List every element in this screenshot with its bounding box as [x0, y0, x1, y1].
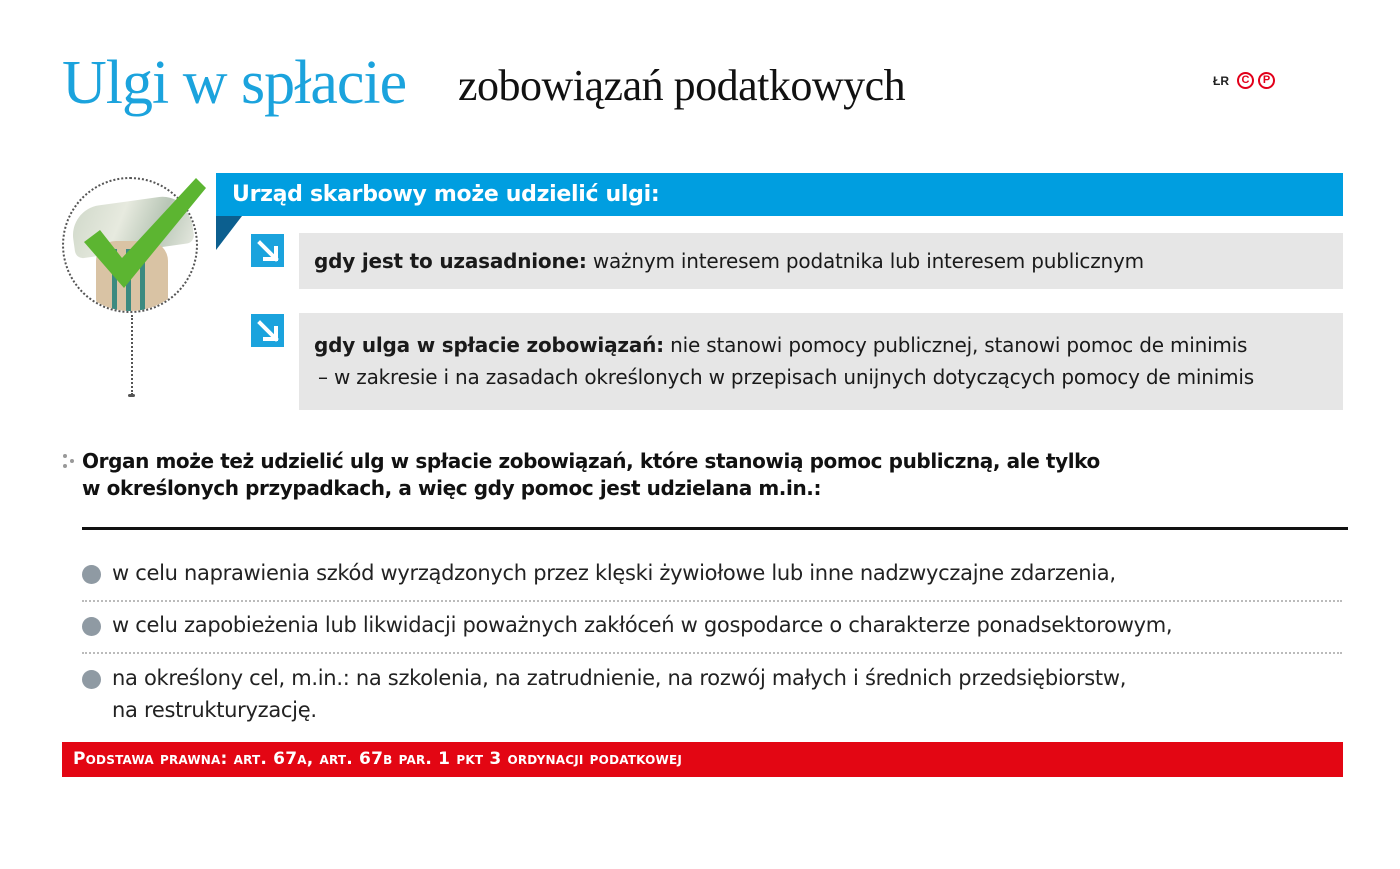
list-item: [82, 609, 1342, 641]
copyright-p-icon: P: [1258, 72, 1275, 89]
list-item: [82, 557, 1342, 589]
checkmark-icon: [78, 176, 208, 296]
page-title-rest: zobowiązań podatkowych: [458, 61, 906, 110]
page-title-highlight: Ulgi w spłacie: [62, 49, 407, 117]
author-credit: [1213, 72, 1275, 89]
connector-end: [128, 394, 135, 397]
organ-intro-line: w określonych przypadkach, a więc gdy pomoc jest udzielana m.in.:: [82, 476, 822, 500]
bullet-icon: [82, 565, 101, 584]
condition-text-continued: – w zakresie i na zasadach określonych w przepisach unijnych dotyczących pomocy de minimis: [318, 365, 1254, 389]
arrow-down-right-icon: [251, 234, 284, 267]
copyright-c-icon: C: [1237, 72, 1254, 89]
legal-basis-bar: Podstawa prawna: art. 67a, art. 67b par. 1 pkt 3 ordynacji podatkowej: [62, 742, 1343, 777]
office-section-heading: Urząd skarbowy może udzielić ulgi:: [216, 173, 1343, 216]
list-item-text: w celu naprawienia szkód wyrządzonych przez klęski żywiołowe lub inne nadzwyczajne zdarzenia,: [112, 561, 1116, 585]
list-item-text: w celu zapobieżenia lub likwidacji poważnych zakłóceń w gospodarce o charakterze ponadsektorowym,: [112, 613, 1173, 637]
organ-section-intro: [82, 448, 1282, 502]
author-initials: ŁR: [1213, 73, 1229, 88]
condition-text: nie stanowi pomocy publicznej, stanowi pomoc de minimis: [663, 333, 1248, 357]
office-condition-item: [299, 233, 1343, 289]
condition-text: ważnym interesem podatnika lub interesem publicznym: [586, 249, 1144, 273]
list-item: [82, 662, 1342, 726]
arrow-down-right-icon: [251, 314, 284, 347]
ribbon-fold: [216, 216, 242, 250]
section-divider: [82, 527, 1348, 530]
list-item-text-continued: na restrukturyzację.: [112, 698, 317, 722]
list-item-text: na określony cel, m.in.: na szkolenia, na zatrudnienie, na rozwój małych i średnich przedsiębiorstw,: [112, 666, 1127, 690]
office-condition-item: [299, 313, 1343, 410]
bullet-icon: [82, 670, 101, 689]
dotted-separator: [82, 652, 1342, 654]
condition-label: gdy jest to uzasadnione:: [314, 249, 587, 273]
organ-intro-line: Organ może też udzielić ulg w spłacie zobowiązań, które stanowią pomoc publiczną, ale tylko: [82, 449, 1100, 473]
condition-label: gdy ulga w spłacie zobowiązań:: [314, 333, 664, 357]
bullet-icon: [82, 617, 101, 636]
colon-dots-icon: [62, 452, 76, 472]
dotted-connector: [131, 315, 133, 395]
dotted-separator: [82, 600, 1342, 602]
